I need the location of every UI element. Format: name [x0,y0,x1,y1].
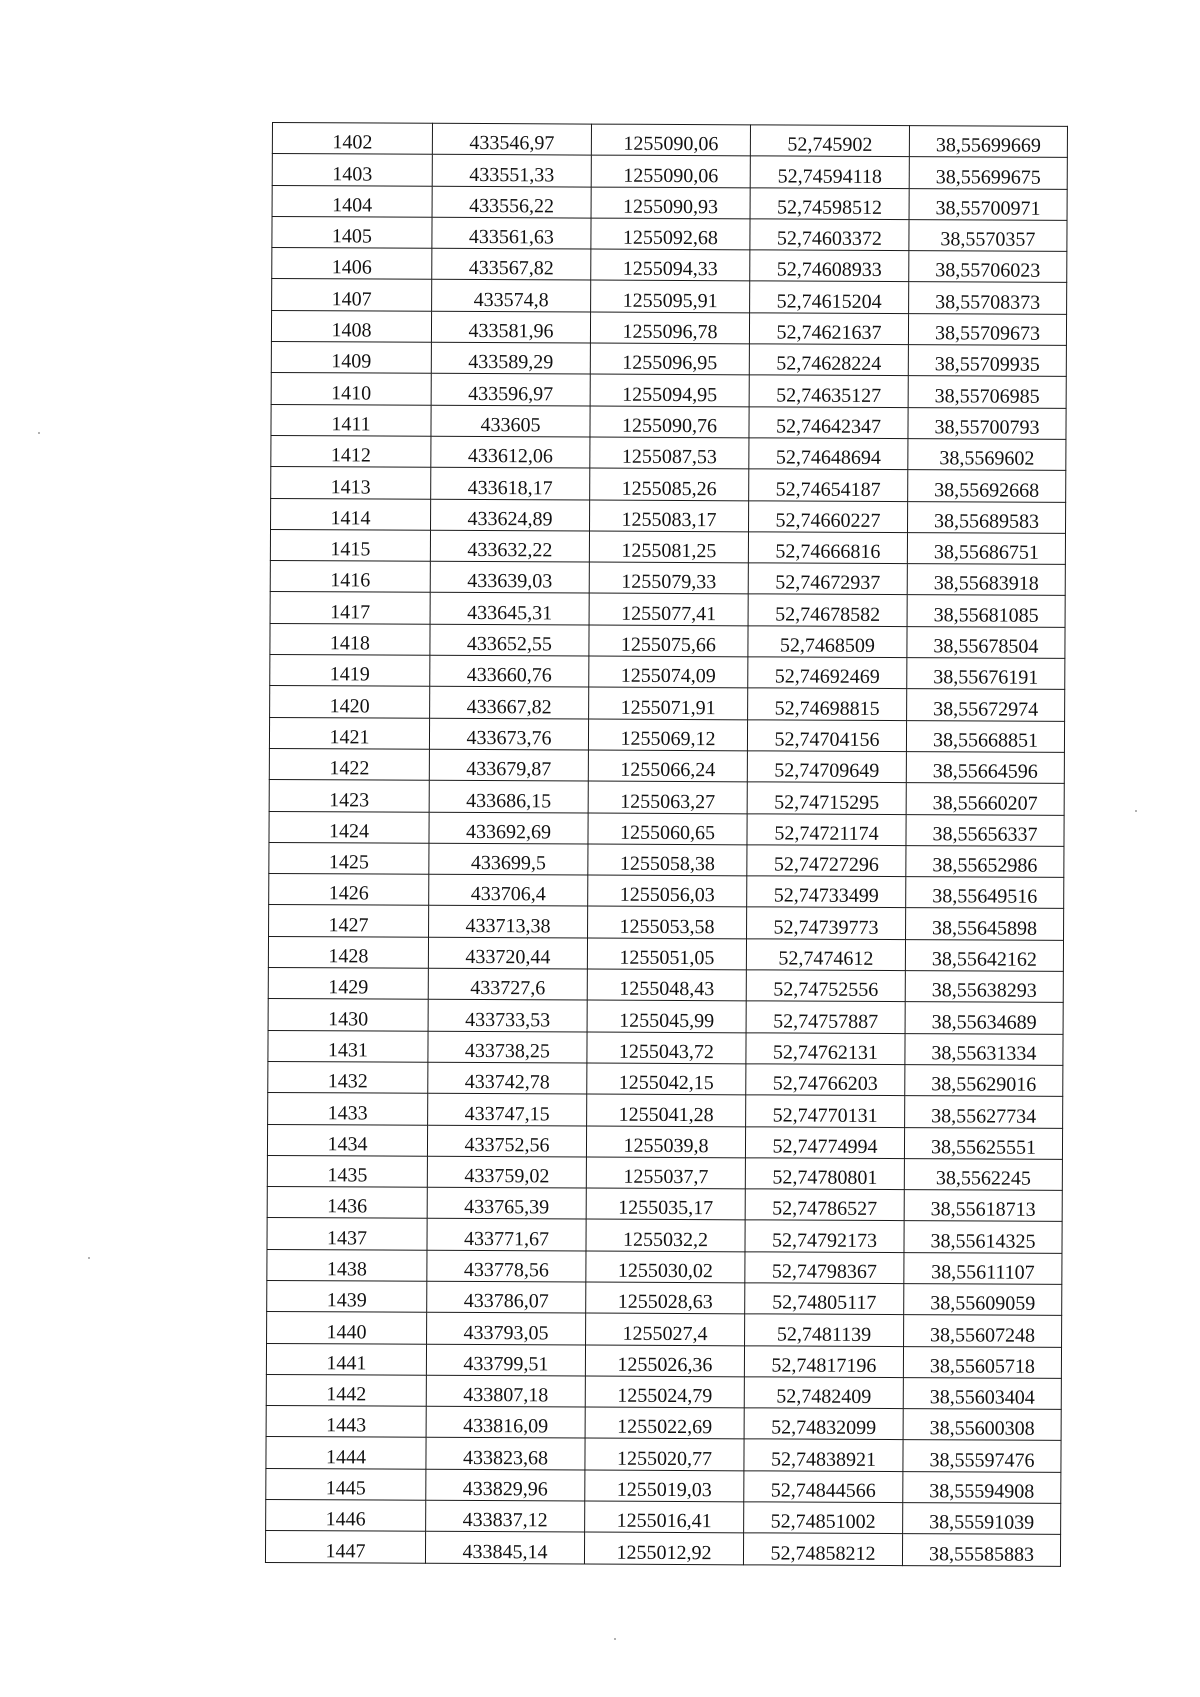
table-row [271,498,1066,533]
latitude-cell: 52,74635127 [749,375,908,407]
table-row [267,1312,1062,1347]
x-coordinate-cell: 433742,78 [428,1062,587,1094]
table-row [268,1061,1063,1096]
y-coordinate-cell: 1255081,25 [589,531,748,563]
table-row [272,248,1067,283]
longitude-cell: 38,55660207 [906,783,1064,815]
y-coordinate-cell: 1255032,2 [586,1219,745,1251]
point-number-cell: 1434 [267,1124,427,1156]
longitude-cell: 38,55681085 [907,595,1065,627]
latitude-cell: 52,74798367 [745,1252,904,1284]
latitude-cell: 52,74792173 [745,1220,904,1252]
x-coordinate-cell: 433567,82 [432,248,591,280]
point-number-cell: 1410 [271,373,431,405]
table-row [266,1374,1061,1409]
point-number-cell: 1414 [271,498,431,530]
table-row [270,529,1065,564]
point-number-cell: 1422 [269,748,429,780]
latitude-cell: 52,74642347 [749,407,908,439]
latitude-cell: 52,74704156 [747,719,906,751]
y-coordinate-cell: 1255069,12 [588,719,747,751]
y-coordinate-cell: 1255056,03 [588,875,747,907]
y-coordinate-cell: 1255042,15 [587,1063,746,1095]
x-coordinate-cell: 433837,12 [426,1500,585,1532]
table-row [265,1531,1060,1566]
scan-speck [38,432,40,434]
longitude-cell: 38,55629016 [905,1065,1063,1097]
longitude-cell: 38,55678504 [907,626,1065,658]
y-coordinate-cell: 1255071,91 [589,687,748,719]
y-coordinate-cell: 1255090,06 [591,124,750,156]
y-coordinate-cell: 1255075,66 [589,625,748,657]
longitude-cell: 38,55607248 [904,1315,1062,1347]
table-row [267,1249,1062,1284]
longitude-cell: 38,55585883 [902,1534,1060,1566]
x-coordinate-cell: 433546,97 [432,123,591,155]
longitude-cell: 38,5570357 [909,220,1067,252]
latitude-cell: 52,74757887 [746,1001,905,1033]
table-row [268,936,1063,971]
point-number-cell: 1403 [272,154,432,186]
latitude-cell: 52,7468509 [748,626,907,658]
x-coordinate-cell: 433618,17 [431,468,590,500]
x-coordinate-cell: 433679,87 [429,749,588,781]
y-coordinate-cell: 1255012,92 [584,1532,743,1564]
point-number-cell: 1437 [267,1218,427,1250]
longitude-cell: 38,55631334 [905,1033,1063,1065]
latitude-cell: 52,74805117 [745,1283,904,1315]
latitude-cell: 52,745902 [750,125,909,157]
latitude-cell: 52,74608933 [750,250,909,282]
x-coordinate-cell: 433771,67 [427,1219,586,1251]
x-coordinate-cell: 433556,22 [432,186,591,218]
x-coordinate-cell: 433667,82 [430,687,589,719]
table-row [270,561,1065,596]
longitude-cell: 38,55709935 [908,345,1066,377]
x-coordinate-cell: 433673,76 [429,718,588,750]
latitude-cell: 52,74621637 [749,313,908,345]
latitude-cell: 52,74733499 [747,876,906,908]
latitude-cell: 52,74780801 [745,1158,904,1190]
longitude-cell: 38,55609059 [904,1284,1062,1316]
scan-speck [1135,810,1137,812]
point-number-cell: 1435 [267,1155,427,1187]
table-row [266,1468,1061,1503]
table-row [266,1500,1061,1535]
point-number-cell: 1425 [269,842,429,874]
table-row [267,1187,1062,1222]
table-row [272,216,1067,251]
table-row [269,905,1064,940]
latitude-cell: 52,74692469 [748,657,907,689]
point-number-cell: 1420 [270,686,430,718]
y-coordinate-cell: 1255020,77 [585,1439,744,1471]
table-row [269,780,1064,815]
x-coordinate-cell: 433589,29 [431,342,590,374]
longitude-cell: 38,55699675 [909,157,1067,189]
latitude-cell: 52,74594118 [750,156,909,188]
point-number-cell: 1440 [267,1312,427,1344]
latitude-cell: 52,74598512 [750,187,909,219]
point-number-cell: 1441 [266,1343,426,1375]
latitude-cell: 52,74762131 [746,1032,905,1064]
table-row [270,623,1065,658]
latitude-cell: 52,74603372 [750,219,909,251]
point-number-cell: 1447 [265,1531,425,1563]
y-coordinate-cell: 1255030,02 [586,1251,745,1283]
table-row [271,435,1066,470]
longitude-cell: 38,55700793 [908,407,1066,439]
point-number-cell: 1412 [271,435,431,467]
point-number-cell: 1430 [268,999,428,1031]
point-number-cell: 1411 [271,404,431,436]
coordinates-table-body [265,123,1067,1567]
x-coordinate-cell: 433612,06 [431,436,590,468]
x-coordinate-cell: 433574,8 [432,280,591,312]
y-coordinate-cell: 1255087,53 [590,437,749,469]
y-coordinate-cell: 1255083,17 [590,500,749,532]
table-row [269,811,1064,846]
table-row [266,1437,1061,1472]
longitude-cell: 38,55605718 [903,1346,1061,1378]
longitude-cell: 38,55706023 [909,251,1067,283]
y-coordinate-cell: 1255096,95 [590,343,749,375]
latitude-cell: 52,74774994 [745,1126,904,1158]
point-number-cell: 1417 [270,592,430,624]
table-row [267,1155,1062,1190]
table-row [270,655,1065,690]
latitude-cell: 52,74727296 [747,845,906,877]
latitude-cell: 52,74698815 [748,688,907,720]
latitude-cell: 52,7474612 [746,939,905,971]
longitude-cell: 38,55594908 [903,1471,1061,1503]
y-coordinate-cell: 1255077,41 [589,594,748,626]
latitude-cell: 52,74766203 [746,1064,905,1096]
latitude-cell: 52,74838921 [744,1439,903,1471]
latitude-cell: 52,74709649 [747,751,906,783]
x-coordinate-cell: 433823,68 [426,1438,585,1470]
y-coordinate-cell: 1255039,8 [586,1126,745,1158]
y-coordinate-cell: 1255063,27 [588,781,747,813]
x-coordinate-cell: 433624,89 [431,499,590,531]
y-coordinate-cell: 1255028,63 [586,1282,745,1314]
table-row [271,404,1066,439]
longitude-cell: 38,5569602 [908,439,1066,471]
longitude-cell: 38,55668851 [906,720,1064,752]
x-coordinate-cell: 433727,6 [428,968,587,1000]
point-number-cell: 1432 [268,1061,428,1093]
table-row [267,1124,1062,1159]
y-coordinate-cell: 1255022,69 [585,1407,744,1439]
longitude-cell: 38,55634689 [905,1002,1063,1034]
x-coordinate-cell: 433752,56 [427,1125,586,1157]
longitude-cell: 38,55683918 [907,564,1065,596]
x-coordinate-cell: 433713,38 [429,906,588,938]
longitude-cell: 38,55618713 [904,1190,1062,1222]
latitude-cell: 52,74832099 [744,1408,903,1440]
table-row [266,1406,1061,1441]
table-row [271,310,1066,345]
y-coordinate-cell: 1255045,99 [587,1000,746,1032]
x-coordinate-cell: 433660,76 [430,655,589,687]
longitude-cell: 38,55611107 [904,1252,1062,1284]
y-coordinate-cell: 1255094,33 [591,249,750,281]
y-coordinate-cell: 1255066,24 [588,750,747,782]
y-coordinate-cell: 1255095,91 [591,281,750,313]
point-number-cell: 1416 [270,561,430,593]
x-coordinate-cell: 433699,5 [429,843,588,875]
x-coordinate-cell: 433605 [431,405,590,437]
latitude-cell: 52,74715295 [747,782,906,814]
scan-speck [614,1638,616,1640]
y-coordinate-cell: 1255051,05 [587,938,746,970]
x-coordinate-cell: 433738,25 [428,1031,587,1063]
longitude-cell: 38,55638293 [905,971,1063,1003]
longitude-cell: 38,55614325 [904,1221,1062,1253]
y-coordinate-cell: 1255027,4 [586,1313,745,1345]
y-coordinate-cell: 1255024,79 [585,1376,744,1408]
point-number-cell: 1419 [270,655,430,687]
x-coordinate-cell: 433765,39 [427,1187,586,1219]
point-number-cell: 1446 [266,1500,426,1532]
y-coordinate-cell: 1255074,09 [589,656,748,688]
x-coordinate-cell: 433845,14 [425,1532,584,1564]
x-coordinate-cell: 433581,96 [431,311,590,343]
table-row [271,467,1066,502]
longitude-cell: 38,55676191 [907,658,1065,690]
x-coordinate-cell: 433747,15 [428,1093,587,1125]
latitude-cell: 52,74666816 [748,532,907,564]
longitude-cell: 38,55699669 [909,126,1067,158]
table-row [272,154,1067,189]
table-row [270,592,1065,627]
longitude-cell: 38,55706985 [908,376,1066,408]
latitude-cell: 52,74678582 [748,594,907,626]
table-row [269,842,1064,877]
table-row [267,1280,1062,1315]
point-number-cell: 1431 [268,1030,428,1062]
x-coordinate-cell: 433686,15 [429,781,588,813]
latitude-cell: 52,74672937 [748,563,907,595]
point-number-cell: 1445 [266,1468,426,1500]
x-coordinate-cell: 433778,56 [427,1250,586,1282]
longitude-cell: 38,55689583 [908,501,1066,533]
latitude-cell: 52,7482409 [744,1377,903,1409]
latitude-cell: 52,74628224 [749,344,908,376]
y-coordinate-cell: 1255019,03 [585,1470,744,1502]
point-number-cell: 1427 [269,905,429,937]
x-coordinate-cell: 433551,33 [432,155,591,187]
table-row [272,185,1067,220]
x-coordinate-cell: 433793,05 [427,1313,586,1345]
table-row [268,1093,1063,1128]
longitude-cell: 38,55645898 [906,908,1064,940]
latitude-cell: 52,74858212 [743,1533,902,1565]
table-row [266,1343,1061,1378]
longitude-cell: 38,55692668 [908,470,1066,502]
latitude-cell: 52,74817196 [744,1345,903,1377]
point-number-cell: 1436 [267,1187,427,1219]
longitude-cell: 38,55686751 [907,532,1065,564]
point-number-cell: 1426 [269,874,429,906]
x-coordinate-cell: 433720,44 [428,937,587,969]
y-coordinate-cell: 1255094,95 [590,374,749,406]
point-number-cell: 1444 [266,1437,426,1469]
table-row [270,686,1065,721]
table-row [271,342,1066,377]
x-coordinate-cell: 433706,4 [429,874,588,906]
y-coordinate-cell: 1255043,72 [587,1032,746,1064]
latitude-cell: 52,74752556 [746,970,905,1002]
table-row [269,874,1064,909]
point-number-cell: 1433 [268,1093,428,1125]
x-coordinate-cell: 433632,22 [430,530,589,562]
x-coordinate-cell: 433807,18 [426,1375,585,1407]
table-row [272,123,1067,158]
point-number-cell: 1409 [271,342,431,374]
point-number-cell: 1442 [266,1374,426,1406]
point-number-cell: 1405 [272,216,432,248]
longitude-cell: 38,55625551 [904,1127,1062,1159]
table-row [268,968,1063,1003]
point-number-cell: 1443 [266,1406,426,1438]
point-number-cell: 1413 [271,467,431,499]
longitude-cell: 38,55708373 [909,282,1067,314]
latitude-cell: 52,74660227 [749,500,908,532]
point-number-cell: 1418 [270,623,430,655]
longitude-cell: 38,5562245 [904,1158,1062,1190]
y-coordinate-cell: 1255041,28 [587,1094,746,1126]
y-coordinate-cell: 1255090,06 [591,155,750,187]
y-coordinate-cell: 1255053,58 [588,906,747,938]
point-number-cell: 1424 [269,811,429,843]
y-coordinate-cell: 1255092,68 [591,218,750,250]
y-coordinate-cell: 1255035,17 [586,1188,745,1220]
latitude-cell: 52,74615204 [750,281,909,313]
point-number-cell: 1406 [272,248,432,280]
latitude-cell: 52,74844566 [744,1471,903,1503]
y-coordinate-cell: 1255048,43 [587,969,746,1001]
table-row [267,1218,1062,1253]
longitude-cell: 38,55597476 [903,1440,1061,1472]
longitude-cell: 38,55672974 [907,689,1065,721]
x-coordinate-cell: 433829,96 [426,1469,585,1501]
x-coordinate-cell: 433799,51 [426,1344,585,1376]
longitude-cell: 38,55649516 [906,877,1064,909]
scan-speck [88,1257,90,1259]
x-coordinate-cell: 433692,69 [429,812,588,844]
point-number-cell: 1415 [270,529,430,561]
point-number-cell: 1407 [272,279,432,311]
latitude-cell: 52,74786527 [745,1189,904,1221]
latitude-cell: 52,7481139 [745,1314,904,1346]
longitude-cell: 38,55591039 [903,1503,1061,1535]
longitude-cell: 38,55627734 [905,1096,1063,1128]
longitude-cell: 38,55603404 [903,1377,1061,1409]
x-coordinate-cell: 433596,97 [431,374,590,406]
point-number-cell: 1439 [267,1280,427,1312]
y-coordinate-cell: 1255090,93 [591,187,750,219]
point-number-cell: 1408 [271,310,431,342]
latitude-cell: 52,74648694 [749,438,908,470]
latitude-cell: 52,74770131 [746,1095,905,1127]
longitude-cell: 38,55700971 [909,188,1067,220]
x-coordinate-cell: 433561,63 [432,217,591,249]
y-coordinate-cell: 1255037,7 [586,1157,745,1189]
longitude-cell: 38,55652986 [906,845,1064,877]
y-coordinate-cell: 1255058,38 [588,844,747,876]
y-coordinate-cell: 1255090,76 [590,406,749,438]
longitude-cell: 38,55656337 [906,814,1064,846]
longitude-cell: 38,55709673 [908,313,1066,345]
table-row [271,373,1066,408]
longitude-cell: 38,55664596 [906,752,1064,784]
x-coordinate-cell: 433816,09 [426,1406,585,1438]
point-number-cell: 1423 [269,780,429,812]
table-row [268,1030,1063,1065]
x-coordinate-cell: 433645,31 [430,593,589,625]
latitude-cell: 52,74654187 [749,469,908,501]
coordinates-table [265,122,1068,1567]
table-row [268,999,1063,1034]
x-coordinate-cell: 433759,02 [427,1156,586,1188]
table-row [269,748,1064,783]
latitude-cell: 52,74851002 [744,1502,903,1534]
x-coordinate-cell: 433652,55 [430,624,589,656]
table-row [269,717,1064,752]
y-coordinate-cell: 1255016,41 [585,1501,744,1533]
latitude-cell: 52,74739773 [747,907,906,939]
table-row [272,279,1067,314]
point-number-cell: 1428 [268,936,428,968]
y-coordinate-cell: 1255060,65 [588,813,747,845]
longitude-cell: 38,55642162 [905,939,1063,971]
point-number-cell: 1429 [268,968,428,1000]
point-number-cell: 1438 [267,1249,427,1281]
longitude-cell: 38,55600308 [903,1409,1061,1441]
point-number-cell: 1402 [272,123,432,155]
latitude-cell: 52,74721174 [747,813,906,845]
x-coordinate-cell: 433786,07 [427,1281,586,1313]
y-coordinate-cell: 1255079,33 [589,562,748,594]
x-coordinate-cell: 433639,03 [430,561,589,593]
point-number-cell: 1421 [269,717,429,749]
y-coordinate-cell: 1255096,78 [590,312,749,344]
y-coordinate-cell: 1255026,36 [585,1345,744,1377]
x-coordinate-cell: 433733,53 [428,1000,587,1032]
point-number-cell: 1404 [272,185,432,217]
y-coordinate-cell: 1255085,26 [590,468,749,500]
